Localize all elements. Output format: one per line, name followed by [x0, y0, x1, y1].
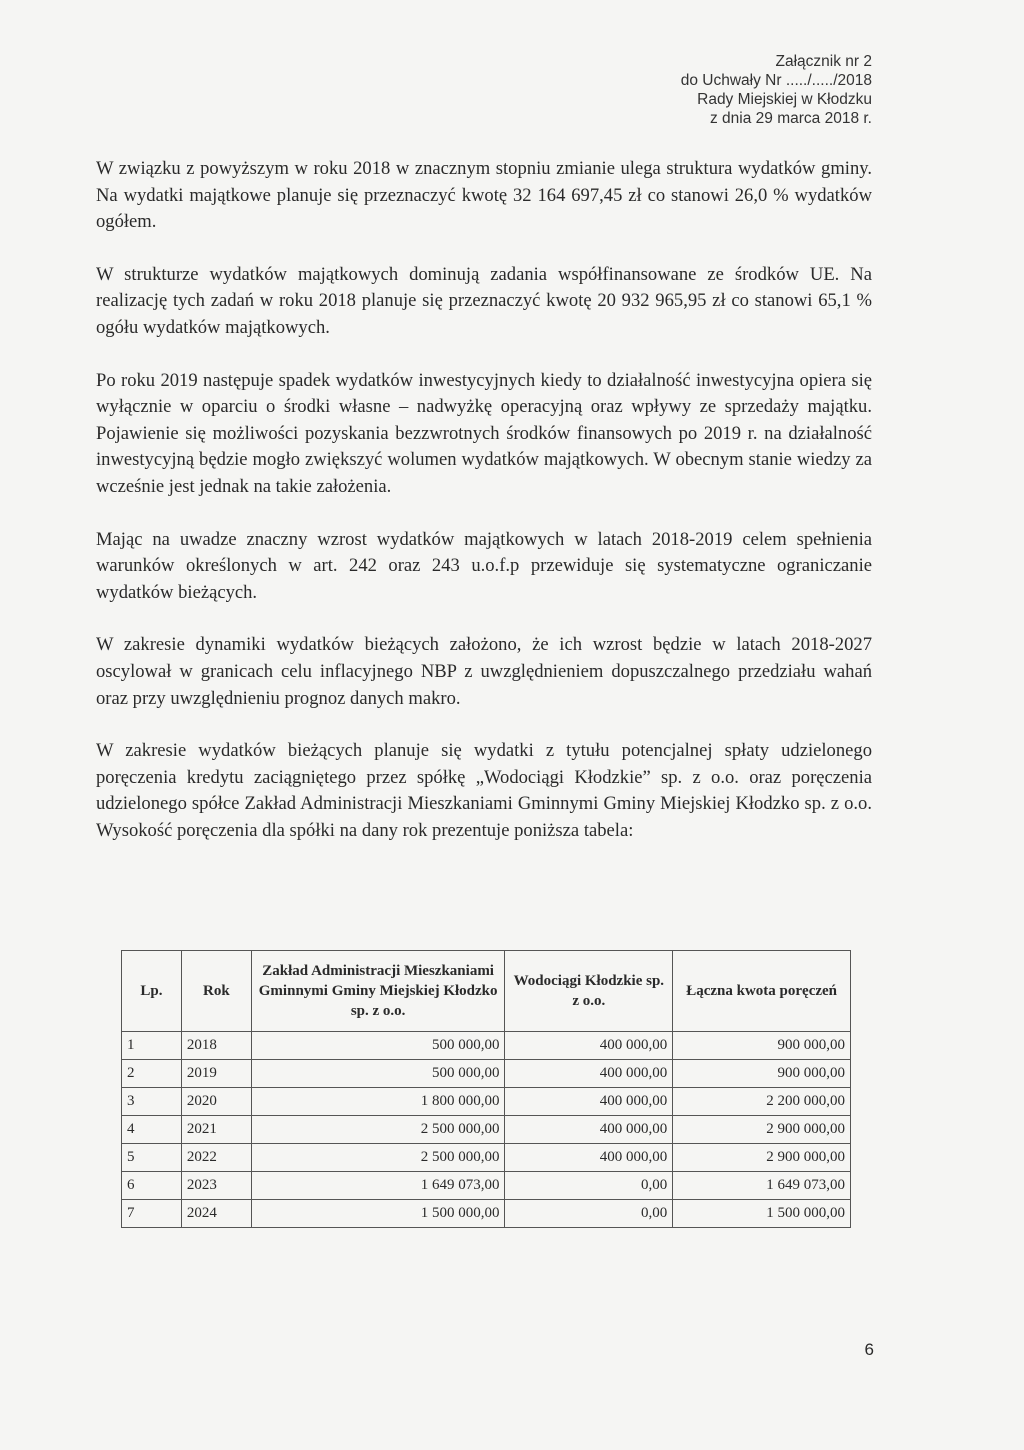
paragraph: Po roku 2019 następuje spadek wydatków inwestycyjnych kiedy to działalność inwestycyjna opiera się wyłącznie w oparciu o środki własne – nadwyżkę operacyjną oraz wpływy ze sprzedaży majątku. Pojawienie się możliwości pozyskania bezzwrotnych środków finansowych po 2019 r. na działalność inwestycyjną będzie mogło zwiększyć wolumen wydatków majątkowych. W obecnym stanie wiedzy za wcześnie jest jednak na takie założenia. [96, 369, 872, 497]
cell-wodociagi: 400 000,00 [505, 1116, 673, 1144]
cell-lp: 3 [122, 1088, 182, 1116]
attachment-header [681, 52, 872, 128]
cell-zakl: 1 800 000,00 [251, 1088, 505, 1116]
guarantee-table [121, 950, 851, 1228]
cell-zakl: 1 649 073,00 [251, 1172, 505, 1200]
cell-zakl: 2 500 000,00 [251, 1116, 505, 1144]
header-lp: Lp. [122, 951, 182, 1032]
page-number: 6 [864, 1340, 874, 1359]
cell-year: 2023 [181, 1172, 251, 1200]
cell-lp: 1 [122, 1032, 182, 1060]
cell-wodociagi: 0,00 [505, 1200, 673, 1228]
paragraph: W zakresie wydatków bieżących planuje się wydatki z tytułu potencjalnej spłaty udzielonego poręczenia kredytu zaciągniętego przez spółkę „Wodociągi Kłodzkie” sp. z o.o. oraz poręczenia udzielonego spółce Zakład Administracji Mieszkaniami Gminnymi Gminy Miejskiej Kłodzko sp. z o.o. Wysokość poręczenia dla spółki na dany rok prezentuje poniższa tabela: [96, 740, 872, 841]
table-row [122, 1116, 851, 1144]
cell-wodociagi: 400 000,00 [505, 1088, 673, 1116]
table-row [122, 1172, 851, 1200]
cell-year: 2020 [181, 1088, 251, 1116]
cell-total: 1 500 000,00 [673, 1200, 851, 1228]
cell-total: 2 900 000,00 [673, 1144, 851, 1172]
cell-lp: 6 [122, 1172, 182, 1200]
header-zakl: Zakład Administracji Mieszkaniami Gminnymi Gminy Miejskiej Kłodzko sp. z o.o. [251, 951, 505, 1032]
cell-total: 2 900 000,00 [673, 1116, 851, 1144]
cell-year: 2021 [181, 1116, 251, 1144]
cell-wodociagi: 400 000,00 [505, 1060, 673, 1088]
table-row [122, 1088, 851, 1116]
cell-total: 1 649 073,00 [673, 1172, 851, 1200]
cell-wodociagi: 0,00 [505, 1172, 673, 1200]
table-row [122, 1200, 851, 1228]
cell-zakl: 2 500 000,00 [251, 1144, 505, 1172]
header-total: Łączna kwota poręczeń [673, 951, 851, 1032]
paragraph: W zakresie dynamiki wydatków bieżących założono, że ich wzrost będzie w latach 2018-2027 oscylował w granicach celu inflacyjnego NBP z uwzględnieniem dopuszczalnego przedziału wahań oraz przy uwzględnieniu prognoz danych makro. [96, 634, 872, 709]
paragraph: W związku z powyższym w roku 2018 w znacznym stopniu zmianie ulega struktura wydatków gminy. Na wydatki majątkowe planuje się przeznaczyć kwotę 32 164 697,45 zł co stanowi 26,0 % wydatków ogółem. [96, 158, 872, 233]
cell-wodociagi: 400 000,00 [505, 1032, 673, 1060]
cell-lp: 7 [122, 1200, 182, 1228]
table-row [122, 1032, 851, 1060]
paragraph: W strukturze wydatków majątkowych dominują zadania współfinansowane ze środków UE. Na realizację tych zadań w roku 2018 planuje się przeznaczyć kwotę 20 932 965,95 zł co stanowi 65,1 % ogółu wydatków majątkowych. [96, 263, 872, 338]
council-name: Rady Miejskiej w Kłodzku [697, 91, 872, 108]
cell-year: 2024 [181, 1200, 251, 1228]
resolution-number: do Uchwały Nr ...../...../2018 [680, 72, 872, 89]
header-wodociagi: Wodociągi Kłodzkie sp. z o.o. [505, 951, 673, 1032]
cell-year: 2019 [181, 1060, 251, 1088]
attachment-number: Załącznik nr 2 [775, 53, 872, 70]
cell-wodociagi: 400 000,00 [505, 1144, 673, 1172]
resolution-date: z dnia 29 marca 2018 r. [710, 110, 872, 127]
document-body [96, 156, 872, 844]
cell-lp: 4 [122, 1116, 182, 1144]
cell-total: 900 000,00 [673, 1060, 851, 1088]
cell-year: 2018 [181, 1032, 251, 1060]
table-row [122, 1060, 851, 1088]
header-year: Rok [181, 951, 251, 1032]
cell-lp: 2 [122, 1060, 182, 1088]
paragraph: Mając na uwadze znaczny wzrost wydatków majątkowych w latach 2018-2019 celem spełnienia warunków określonych w art. 242 oraz 243 u.o.f.p przewiduje się systematyczne ograniczanie wydatków bieżących. [96, 528, 872, 603]
cell-zakl: 500 000,00 [251, 1032, 505, 1060]
cell-year: 2022 [181, 1144, 251, 1172]
table-row [122, 1144, 851, 1172]
cell-total: 2 200 000,00 [673, 1088, 851, 1116]
cell-zakl: 500 000,00 [251, 1060, 505, 1088]
table-header-row [122, 951, 851, 1032]
cell-zakl: 1 500 000,00 [251, 1200, 505, 1228]
cell-total: 900 000,00 [673, 1032, 851, 1060]
cell-lp: 5 [122, 1144, 182, 1172]
